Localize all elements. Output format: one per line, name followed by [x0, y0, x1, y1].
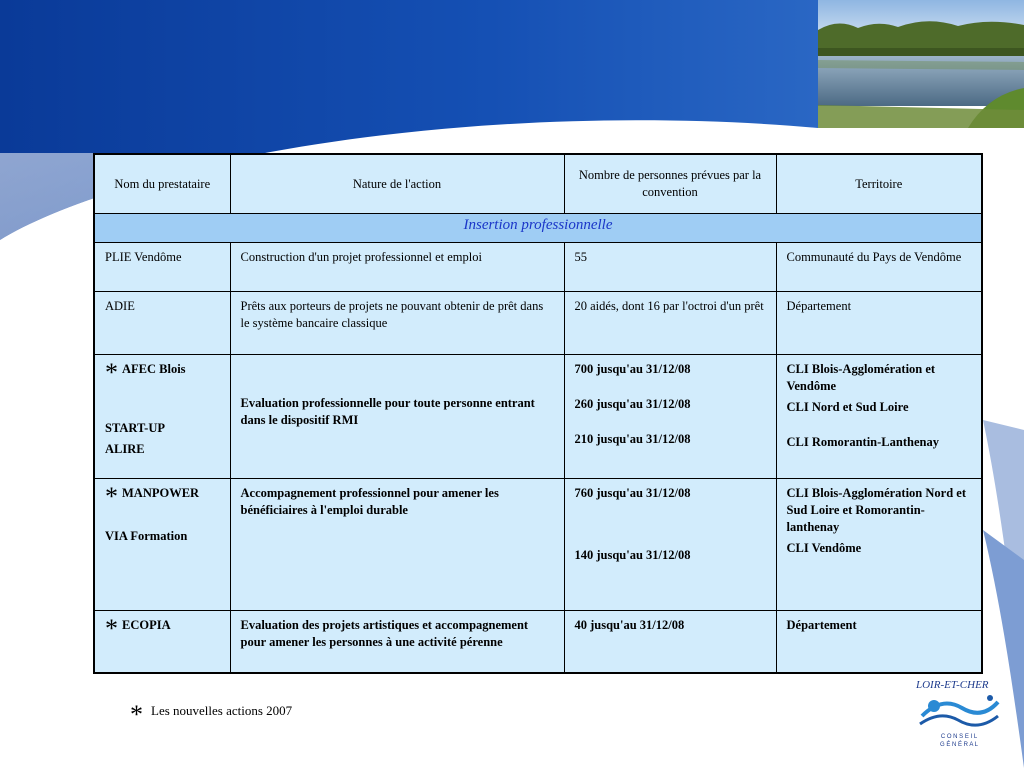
provider-cell — [94, 479, 230, 611]
logo-line-1: C O N S E I L — [940, 734, 978, 740]
count-value: 260 jusqu'au 31/12/08 — [574, 397, 691, 411]
territory-value: CLI Nord et Sud Loire — [786, 400, 909, 414]
territory-cell — [776, 355, 982, 479]
count-cell — [564, 479, 776, 611]
action-cell — [230, 355, 564, 479]
provider-name: ALIRE — [105, 442, 145, 456]
loir-et-cher-logo — [912, 676, 1006, 750]
provider-name: VIA Formation — [105, 529, 188, 543]
action-text: Evaluation professionnelle pour toute personne entrant dans le dispositif RMI — [240, 396, 535, 427]
new-action-star: * — [105, 358, 118, 387]
territory-value: CLI Vendôme — [786, 541, 862, 555]
territory-cell: Communauté du Pays de Vendôme — [776, 243, 982, 292]
count-value: 140 jusqu'au 31/12/08 — [574, 548, 691, 562]
territory-cell — [776, 479, 982, 611]
count-cell: 40 jusqu'au 31/12/08 — [564, 611, 776, 673]
footnote-star: * — [130, 700, 143, 729]
header-row — [94, 154, 982, 214]
table-row — [94, 355, 982, 479]
territory-cell: Département — [776, 292, 982, 355]
table-row — [94, 611, 982, 673]
provider-name: AFEC Blois — [122, 362, 186, 376]
section-row — [94, 214, 982, 243]
footnote — [130, 700, 292, 730]
count-cell — [564, 355, 776, 479]
provider-cell — [94, 355, 230, 479]
provider-name: MANPOWER — [122, 486, 200, 500]
logo-line-2: G É N É R A L — [939, 742, 979, 748]
table-row — [94, 479, 982, 611]
action-cell: Accompagnement professionnel pour amener les bénéficiaires à l'emploi durable — [230, 479, 564, 611]
provider-cell: ADIE — [94, 292, 230, 355]
territory-value: CLI Blois-Agglomération et Vendôme — [786, 362, 936, 393]
provider-cell — [94, 611, 230, 673]
provider-name: START-UP — [105, 421, 165, 435]
action-cell: Construction d'un projet professionnel et emploi — [230, 243, 564, 292]
header-provider: Nom du prestataire — [94, 154, 230, 214]
territory-value: CLI Blois-Agglomération Nord et Sud Loire et Romorantin-lanthenay — [786, 486, 966, 534]
new-action-star: * — [105, 482, 118, 511]
count-value: 760 jusqu'au 31/12/08 — [574, 486, 691, 500]
lake-photo — [818, 0, 1024, 128]
header-action: Nature de l'action — [230, 154, 564, 214]
footnote-text: Les nouvelles actions 2007 — [151, 703, 293, 718]
header-territory: Territoire — [776, 154, 982, 214]
territory-cell: Département — [776, 611, 982, 673]
section-title: Insertion professionnelle — [94, 214, 982, 243]
count-cell: 55 — [564, 243, 776, 292]
count-cell: 20 aidés, dont 16 par l'octroi d'un prêt — [564, 292, 776, 355]
new-action-star: * — [105, 614, 118, 643]
provider-name: ECOPIA — [122, 618, 171, 632]
action-cell: Prêts aux porteurs de projets ne pouvant obtenir de prêt dans le système bancaire classique — [230, 292, 564, 355]
action-cell: Evaluation des projets artistiques et accompagnement pour amener les personnes à une activité pérenne — [230, 611, 564, 673]
count-value: 210 jusqu'au 31/12/08 — [574, 432, 691, 446]
header-count: Nombre de personnes prévues par la convention — [564, 154, 776, 214]
logo-top-text: LOIR-ET-CHER — [916, 679, 989, 691]
actions-table — [93, 153, 983, 674]
provider-cell: PLIE Vendôme — [94, 243, 230, 292]
territory-value: CLI Romorantin-Lanthenay — [786, 435, 939, 449]
table-row — [94, 292, 982, 355]
table-row — [94, 243, 982, 292]
count-value: 700 jusqu'au 31/12/08 — [574, 362, 691, 376]
